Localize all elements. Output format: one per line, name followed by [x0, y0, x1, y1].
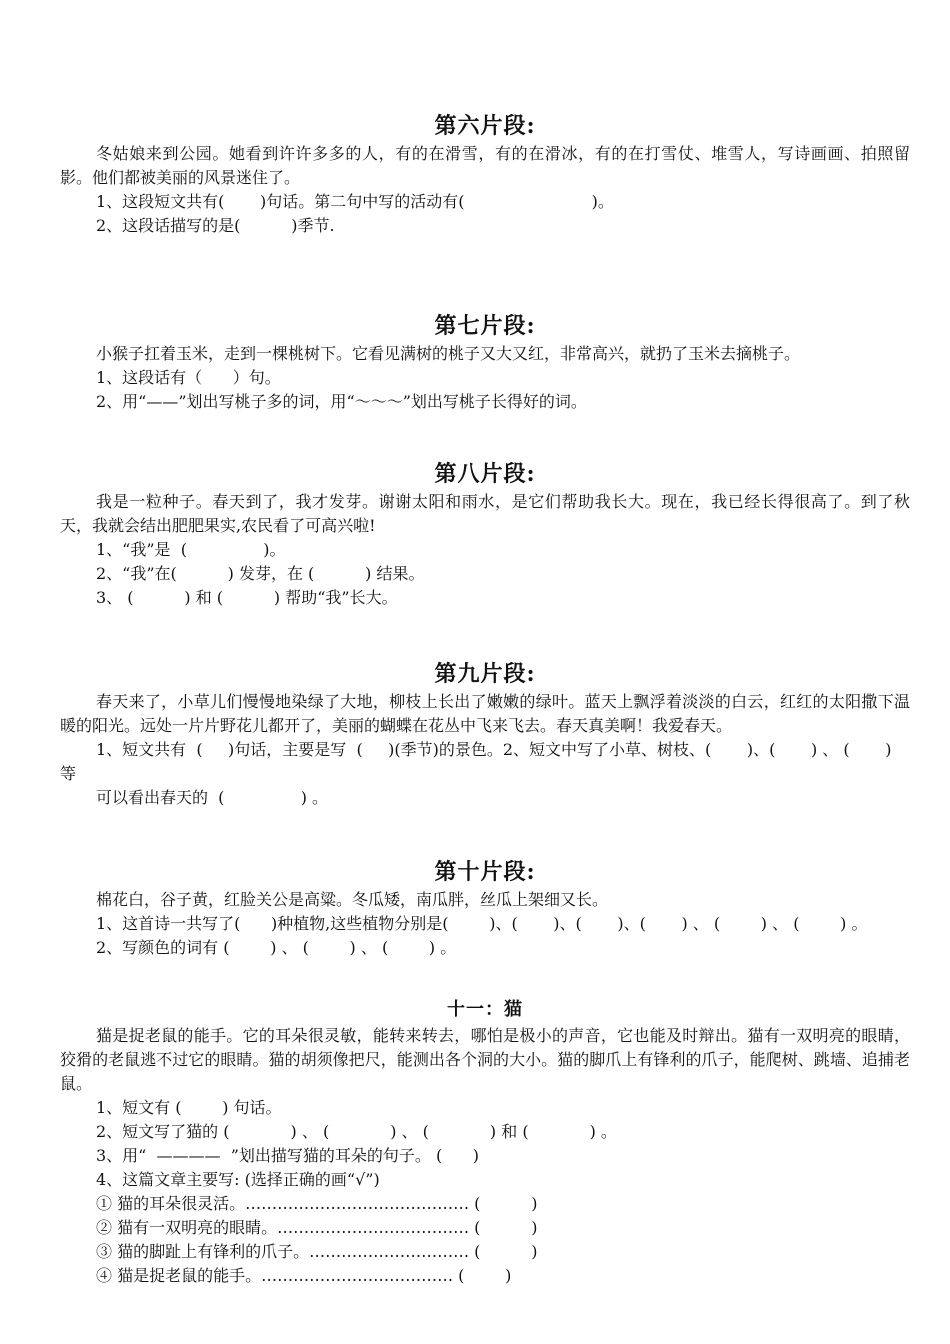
section-6 — [60, 112, 910, 238]
section-8 — [60, 460, 910, 610]
section-paragraph: 春天来了，小草儿们慢慢地染绿了大地，柳枝上长出了嫩嫩的绿叶。蓝天上飘浮着淡淡的白云，红红的太阳撒下温暖的阳光。远处一片片野花儿都开了，美丽的蝴蝶在花丛中飞来飞去。春天真美啊！我爱春天。 — [60, 692, 910, 735]
question-line: 1、短文有 ( ) 句话。 — [96, 1098, 282, 1117]
choice-line: ① 猫的耳朵很灵活。…………………………………… ( ) — [96, 1194, 538, 1213]
section-7 — [60, 312, 910, 414]
question-line: 1、这段短文共有( )句话。第二句中写的活动有( )。 — [96, 192, 614, 211]
question-line: 2、“我”在( ) 发芽，在 ( ) 结果。 — [96, 564, 425, 583]
question-line: 3、用“ ———— ”划出描写猫的耳朵的句子。 ( ) — [96, 1146, 479, 1165]
question-line: 2、写颜色的词有 ( ) 、 ( ) 、 ( ) 。 — [96, 938, 457, 957]
section-paragraph: 棉花白，谷子黄，红脸关公是高粱。冬瓜矮，南瓜胖，丝瓜上架细又长。 — [96, 890, 609, 909]
section-paragraph: 我是一粒种子。春天到了，我才发芽。谢谢太阳和雨水，是它们帮助我长大。现在，我已经长得很高了。到了秋天，我就会结出肥肥果实,农民看了可高兴啦! — [60, 492, 910, 535]
section-paragraph: 猫是捉老鼠的能手。它的耳朵很灵敏，能转来转去，哪怕是极小的声音，它也能及时辩出。猫有一双明亮的眼睛，狡猾的老鼠逃不过它的眼睛。猫的胡须像把尺，能测出各个洞的大小。猫的脚爪上有锋利的爪子，能爬树、跳墙、追捕老鼠。 — [60, 1026, 910, 1093]
section-10 — [60, 858, 910, 960]
question-line: 2、短文写了猫的 ( ) 、 ( ) 、 ( ) 和 ( ) 。 — [96, 1122, 617, 1141]
question-line: 1、这段话有（ ）句。 — [96, 368, 281, 387]
question-line: 1、这首诗一共写了( )种植物,这些植物分别是( )、( )、( )、( ) 、 ( ) 、 ( ) 。 — [96, 914, 868, 933]
question-line: 1、短文共有 ( )句话，主要是写 ( )(季节)的景色。2、短文中写了小草、树枝、( )、( ) 、 ( ) 等 — [60, 740, 897, 783]
section-title: 十一：猫 — [447, 999, 523, 1020]
section-paragraph: 小猴子扛着玉米，走到一棵桃树下。它看见满树的桃子又大又红，非常高兴，就扔了玉米去摘桃子。 — [96, 344, 801, 363]
choice-line: ② 猫有一双明亮的眼睛。……………………………… ( ) — [96, 1218, 538, 1237]
choice-line: ③ 猫的脚趾上有锋利的爪子。………………………… ( ) — [96, 1242, 538, 1261]
question-line: 2、这段话描写的是( )季节. — [96, 216, 335, 235]
section-title: 第十片段: — [434, 859, 536, 885]
question-line: 可以看出春天的 ( ) 。 — [96, 788, 329, 807]
section-11 — [60, 998, 910, 1288]
section-paragraph: 冬姑娘来到公园。她看到许许多多的人，有的在滑雪，有的在滑冰，有的在打雪仗、堆雪人，写诗画画、拍照留影。他们都被美丽的风景迷住了。 — [60, 144, 910, 187]
question-line: 4、这篇文章主要写: (选择正确的画“√”) — [96, 1170, 380, 1189]
section-title: 第八片段: — [434, 461, 536, 487]
section-title: 第九片段: — [434, 661, 536, 687]
section-title: 第六片段: — [434, 113, 536, 139]
question-line: 3、 ( ) 和 ( ) 帮助“我”长大。 — [96, 588, 398, 607]
question-line: 2、用“——”划出写桃子多的词，用“～～～”划出写桃子长得好的词。 — [96, 392, 587, 411]
section-title: 第七片段: — [434, 313, 536, 339]
choice-line: ④ 猫是捉老鼠的能手。……………………………… ( ) — [96, 1266, 512, 1285]
section-9 — [60, 660, 910, 810]
question-line: 1、“我”是 ( )。 — [96, 540, 286, 559]
